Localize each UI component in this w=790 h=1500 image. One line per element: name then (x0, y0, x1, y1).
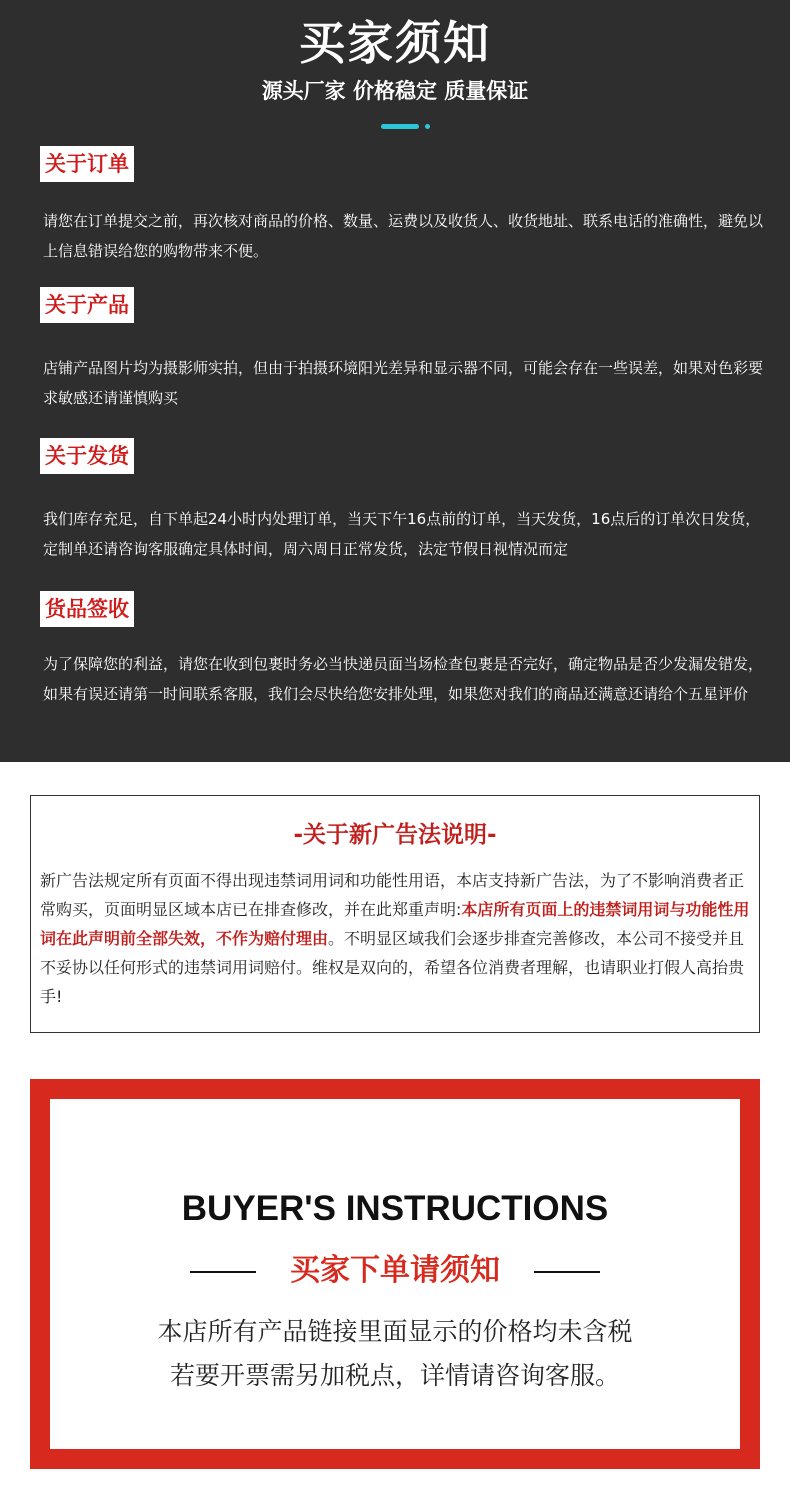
page-subtitle: 源头厂家 价格稳定 质量保证 (261, 79, 529, 103)
title-rule-right (534, 1271, 600, 1273)
section-text-shipping: 我们库存充足，自下单起24小时内处理订单，当天下午16点前的订单，当天发货，16点后的订单次日发货，定制单还请咨询客服确定具体时间，周六周日正常发货，法定节假日视情况而定 (43, 510, 761, 558)
instructions-line-1: 本店所有产品链接里面显示的价格均未含税 (157, 1317, 633, 1346)
notice-text-after: 。不明显区域我们会逐步排查完善修改，本公司不接受并且不妥协以任何形式的违禁词用词赔付。维权是双向的，希望各位消费者理解，也请职业打假人高抬贵手! (40, 929, 745, 1006)
ad-law-notice-box (30, 795, 760, 1033)
notice-text-highlight: 本店所有页面上的违禁词用词与功能性用词在此声明前全部失效，不作为赔付理由 (40, 900, 750, 948)
instructions-title-en: BUYER'S INSTRUCTIONS (181, 1189, 609, 1228)
section-tag-receipt: 货品签收 (40, 591, 134, 627)
buyer-instructions-card (50, 1099, 740, 1449)
section-text-order: 请您在订单提交之前，再次核对商品的价格、数量、运费以及收货人、收货地址、联系电话的准确性，避免以上信息错误给您的购物带来不便。 (43, 212, 764, 260)
notice-title: -关于新广告法说明- (293, 822, 497, 848)
section-tag-product: 关于产品 (40, 287, 134, 323)
title-accent-dot (425, 124, 430, 129)
section-text-receipt: 为了保障您的利益，请您在收到包裹时务必当快递员面当场检查包裹是否完好，确定物品是否少发漏发错发，如果有误还请第一时间联系客服，我们会尽快给您安排处理，如果您对我们的商品还满意还请给个五星评价 (43, 655, 764, 703)
instructions-title-row (50, 1249, 740, 1293)
section-tag-shipping: 关于发货 (40, 438, 134, 474)
section-text-product: 店铺产品图片均为摄影师实拍，但由于拍摄环境阳光差异和显示器不同，可能会存在一些误差，如果对色彩要求敏感还请谨慎购买 (43, 359, 764, 407)
notice-body (40, 866, 752, 1011)
buyer-instructions-frame (30, 1079, 760, 1469)
title-accent-bar (381, 124, 419, 129)
page-title: 买家须知 (299, 16, 491, 70)
instructions-title-cn: 买家下单请须知 (290, 1253, 500, 1288)
section-tag-order: 关于订单 (40, 146, 134, 182)
notice-text-before: 新广告法规定所有页面不得出现违禁词用词和功能性用语，本店支持新广告法，为了不影响消费者正常购买，页面明显区域本店已在排查修改，并在此郑重声明: (40, 871, 745, 919)
instructions-line-2: 若要开票需另加税点，详情请咨询客服。 (169, 1361, 620, 1390)
